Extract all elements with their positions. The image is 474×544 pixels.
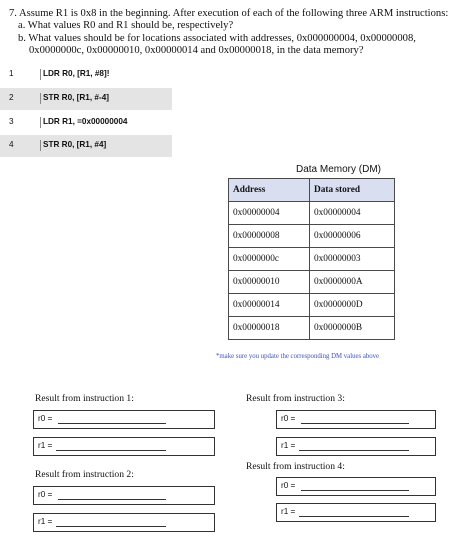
r1-label: r1 = [38,441,53,450]
instruction-text: STR R0, [R1, #4] [40,140,106,151]
line-number: 4 [9,140,14,149]
line-number: 2 [9,93,14,102]
question-part-b-continued: 0x0000000c, 0x00000010, 0x00000014 and 0x00000018, in the data memory? [29,45,364,57]
address-cell: 0x00000010 [229,271,310,294]
column-header-address: Address [229,179,310,202]
result-4-label: Result from instruction 4: [246,461,345,472]
question-block [9,8,448,58]
data-memory-table [228,178,395,340]
answer-line [299,516,409,517]
answer-line [301,423,409,424]
result-3-r1-field[interactable] [276,437,436,456]
address-cell: 0x00000018 [229,317,310,340]
code-line-4 [0,135,172,157]
result-1-label: Result from instruction 1: [35,393,134,404]
code-line-3 [0,112,172,134]
result-4-r0-field[interactable] [276,477,436,496]
result-3-label: Result from instruction 3: [246,393,345,404]
dm-update-note: *make sure you update the corresponding DM values above [216,353,380,360]
result-1-r1-field[interactable] [33,437,215,456]
stored-value-cell[interactable]: 0x0000000A [310,271,395,294]
question-part-a: a. What values R0 and R1 should be, respectively? [18,20,234,32]
result-2-r0-field[interactable] [33,486,215,505]
table-row [229,294,395,317]
table-header-row [229,179,395,202]
address-cell: 0x00000014 [229,294,310,317]
answer-line [56,450,166,451]
stored-value-cell[interactable]: 0x00000004 [310,202,395,225]
table-row [229,317,395,340]
stored-value-cell[interactable]: 0x00000006 [310,225,395,248]
address-cell: 0x0000000c [229,248,310,271]
answer-line [299,450,409,451]
r0-label: r0 = [38,490,53,499]
instruction-text: LDR R1, =0x00000004 [40,117,127,128]
address-cell: 0x00000004 [229,202,310,225]
code-line-1 [0,64,172,86]
stored-value-cell[interactable]: 0x0000000D [310,294,395,317]
question-part-b: b. What values should be for locations associated with addresses, 0x000000004, 0x00000008, [18,32,416,44]
question-stem: 7. Assume R1 is 0x8 in the beginning. After execution of each of the following three ARM instructions: [9,8,449,19]
result-2-r1-field[interactable] [33,513,215,532]
r0-label: r0 = [38,414,53,423]
answer-line [58,423,166,424]
result-2-label: Result from instruction 2: [35,469,134,480]
r1-label: r1 = [281,507,296,516]
instruction-text: STR R0, [R1, #-4] [40,93,109,104]
column-header-data-stored: Data stored [310,179,395,202]
line-number: 1 [9,69,14,78]
stored-value-cell[interactable]: 0x00000003 [310,248,395,271]
table-row [229,248,395,271]
result-3-r0-field[interactable] [276,410,436,429]
r1-label: r1 = [38,517,53,526]
instruction-text: LDR R0, [R1, #8]! [40,69,109,80]
table-row [229,202,395,225]
table-row [229,225,395,248]
code-line-2 [0,88,172,110]
answer-line [56,526,166,527]
r1-label: r1 = [281,441,296,450]
r0-label: r0 = [281,414,296,423]
data-memory-title: Data Memory (DM) [296,164,382,175]
table-row [229,271,395,294]
answer-line [301,490,409,491]
address-cell: 0x00000008 [229,225,310,248]
line-number: 3 [9,117,14,126]
stored-value-cell[interactable]: 0x0000000B [310,317,395,340]
answer-line [58,499,166,500]
result-4-r1-field[interactable] [276,503,436,522]
r0-label: r0 = [281,481,296,490]
result-1-r0-field[interactable] [33,410,215,429]
